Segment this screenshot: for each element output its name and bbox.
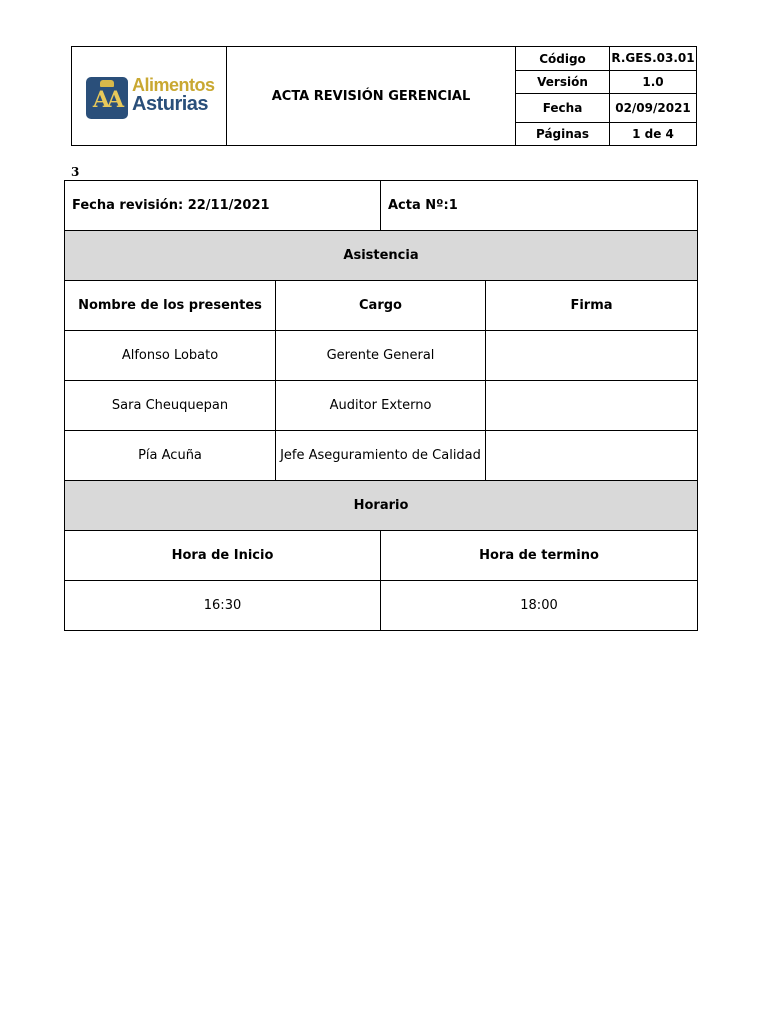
hora-inicio-label: Hora de Inicio xyxy=(65,531,381,581)
meta-row-paginas xyxy=(516,123,696,145)
attendee-signature xyxy=(486,381,698,431)
meta-key: Páginas xyxy=(516,123,610,145)
meta-value: 02/09/2021 xyxy=(615,100,691,115)
meta-key: Código xyxy=(516,47,610,70)
logo-text-asturias: Asturias xyxy=(132,93,209,115)
acta-numero: Acta Nº:1 xyxy=(381,181,698,231)
asistencia-columns-row xyxy=(65,281,698,331)
horario-columns-row xyxy=(65,531,698,581)
logo-cell xyxy=(72,47,227,145)
page-note: 3 xyxy=(71,165,80,179)
acta-table xyxy=(64,180,698,631)
meta-value: R.GES.03.01 xyxy=(611,51,695,65)
logo-badge-letters: AA xyxy=(92,87,122,113)
logo-text-alimentos: Alimentos xyxy=(132,75,215,95)
table-row xyxy=(65,331,698,381)
attendee-name: Pía Acuña xyxy=(65,431,276,481)
crown-icon xyxy=(100,80,114,87)
hora-termino-value: 18:00 xyxy=(381,581,698,631)
attendee-signature xyxy=(486,431,698,481)
attendee-signature xyxy=(486,331,698,381)
meta-value: 1 de 4 xyxy=(632,126,674,141)
attendee-name: Sara Cheuquepan xyxy=(65,381,276,431)
horario-title: Horario xyxy=(65,481,698,531)
column-header-nombre: Nombre de los presentes xyxy=(65,281,276,331)
attendee-name: Alfonso Lobato xyxy=(65,331,276,381)
document-header xyxy=(71,46,697,146)
meta-row-version xyxy=(516,71,696,94)
asistencia-title: Asistencia xyxy=(65,231,698,281)
horario-values-row xyxy=(65,581,698,631)
table-row xyxy=(65,381,698,431)
column-header-cargo: Cargo xyxy=(276,281,486,331)
attendee-role: Jefe Aseguramiento de Calidad xyxy=(276,431,486,481)
fecha-revision: Fecha revisión: 22/11/2021 xyxy=(65,181,381,231)
meta-value: 1.0 xyxy=(642,74,664,89)
meta-key: Versión xyxy=(516,71,610,93)
horario-header-row xyxy=(65,481,698,531)
meta-row-codigo xyxy=(516,47,696,71)
logo-badge-icon xyxy=(86,77,128,119)
hora-inicio-value: 16:30 xyxy=(65,581,381,631)
table-row xyxy=(65,431,698,481)
attendee-role: Auditor Externo xyxy=(276,381,486,431)
meta-row-fecha xyxy=(516,94,696,123)
asistencia-header-row xyxy=(65,231,698,281)
meta-key: Fecha xyxy=(516,94,610,122)
record-row xyxy=(65,181,698,231)
document-meta xyxy=(516,47,696,145)
document-title: ACTA REVISIÓN GERENCIAL xyxy=(227,47,516,145)
column-header-firma: Firma xyxy=(486,281,698,331)
company-logo xyxy=(86,75,214,119)
hora-termino-label: Hora de termino xyxy=(381,531,698,581)
attendee-role: Gerente General xyxy=(276,331,486,381)
